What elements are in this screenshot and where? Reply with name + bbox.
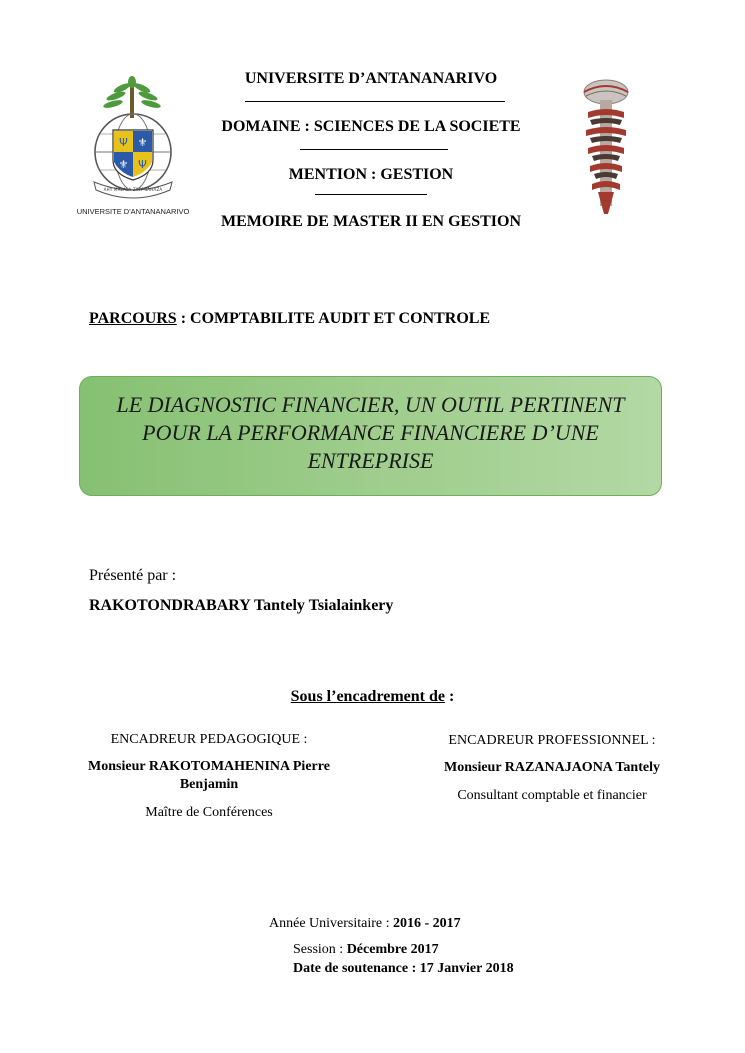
thesis-title-line3: ENTREPRISE [307,448,434,473]
svg-text:Ψ: Ψ [138,158,147,171]
thesis-title [80,391,661,475]
pedagogical-label: ENCADREUR PEDAGOGIQUE : [110,732,308,747]
pedagogical-name-line2: Benjamin [179,777,239,792]
author-name: RAKOTONDRABARY Tantely Tsialainkery [89,597,394,614]
session [293,942,439,958]
mention-underline [315,194,427,195]
crest-caption: UNIVERSITE D'ANTANANARIVO [76,207,190,216]
university-underline [245,101,505,102]
parcours-value: : COMPTABILITE AUDIT ET CONTROLE [176,310,491,327]
supervision-heading [0,688,745,706]
academic-year [269,916,461,932]
domain-heading: DOMAINE : SCIENCES DE LA SOCIETE [221,118,521,135]
professional-supervisor [412,733,692,804]
svg-text:⚜: ⚜ [118,158,129,171]
memoire-heading: MEMOIRE DE MASTER II EN GESTION [220,213,522,230]
defense-date: Date de soutenance : 17 Janvier 2018 [293,961,514,976]
session-value: Décembre 2017 [346,942,439,957]
professional-role: Consultant comptable et financier [457,788,647,803]
professional-label: ENCADREUR PROFESSIONNEL : [448,733,656,748]
presented-by-label: Présenté par : [89,567,177,584]
svg-text:⚜: ⚜ [137,136,148,149]
supervision-heading-colon: : [445,688,455,705]
pedagogical-role: Maître de Conférences [145,805,273,820]
thesis-title-box [79,376,662,496]
university-crest-icon [80,74,186,218]
supervision-heading-text: Sous l’encadrement de [290,688,446,705]
crest-motto: AHY MALALA ZIHY SAHAZA [103,187,163,192]
thesis-title-line1: LE DIAGNOSTIC FINANCIER, UN OUTIL PERTINENT [116,392,625,417]
mention-heading: MENTION : GESTION [288,166,454,183]
parcours-label: PARCOURS [89,310,177,327]
session-label: Session : [293,942,347,957]
academic-year-label: Année Universitaire : [269,916,394,931]
pedagogical-supervisor [70,732,348,821]
parcours-line [89,310,490,328]
faculty-emblem-logo [570,78,640,218]
svg-text:Ψ: Ψ [119,136,128,149]
pedagogical-name-line1: Monsieur RAKOTOMAHENINA Pierre [88,759,330,774]
domain-underline [300,149,448,150]
thesis-title-line2: POUR LA PERFORMANCE FINANCIERE D’UNE [142,420,599,445]
faculty-emblem-icon [570,78,640,218]
university-name: UNIVERSITE D’ANTANANARIVO [244,70,498,87]
academic-year-value: 2016 - 2017 [393,916,461,931]
professional-name: Monsieur RAZANAJAONA Tantely [444,760,660,775]
university-crest-logo [76,74,190,218]
